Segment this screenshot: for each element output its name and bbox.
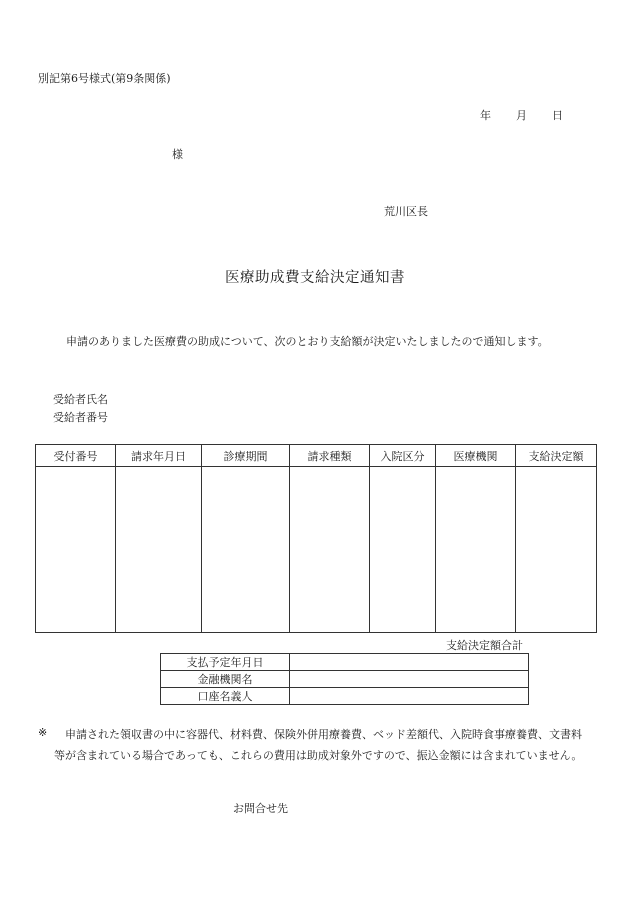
col-header-receipt-number: 受付番号 [36, 445, 116, 467]
payment-detail-table [35, 444, 597, 633]
table-cell [290, 467, 370, 633]
date-month: 月 [516, 109, 527, 122]
date-line [480, 107, 563, 123]
payment-info-table [160, 653, 529, 705]
table-cell [516, 467, 597, 633]
sender-name: 荒川区長 [384, 205, 428, 218]
bank-name-value [290, 671, 529, 688]
table-cell [436, 467, 516, 633]
table-cell [202, 467, 290, 633]
document-title: 医療助成費支給決定通知書 [225, 270, 405, 286]
col-header-claim-date: 請求年月日 [116, 445, 202, 467]
payment-row [161, 671, 529, 688]
col-header-treatment-period: 診療期間 [202, 445, 290, 467]
table-cell [370, 467, 436, 633]
recipient-name-label: 受給者氏名 [53, 393, 108, 406]
table-header-row [36, 445, 597, 467]
payment-date-value [290, 654, 529, 671]
col-header-claim-type: 請求種類 [290, 445, 370, 467]
note-mark: ※ [38, 726, 48, 739]
recipient-number-label: 受給者番号 [53, 411, 108, 424]
form-number: 別記第6号様式(第9条関係) [38, 72, 171, 85]
table-cell [36, 467, 116, 633]
col-header-decided-amount: 支給決定額 [516, 445, 597, 467]
date-year: 年 [480, 109, 491, 122]
date-day: 日 [552, 109, 563, 122]
note-text: 申請された領収書の中に容器代、材料費、保険外併用療養費、ベッド差額代、入院時食事療養費、文書料等が含まれている場合であっても、これらの費用は助成対象外ですので、振込金額には含まれていません。 [54, 728, 583, 762]
payment-row [161, 688, 529, 705]
payment-row [161, 654, 529, 671]
body-text: 申請のありました医療費の助成について、次のとおり支給額が決定いたしましたので通知します。 [66, 335, 549, 348]
col-header-medical-institution: 医療機関 [436, 445, 516, 467]
addressee-suffix: 様 [172, 148, 183, 161]
account-holder-value [290, 688, 529, 705]
col-header-inpatient-class: 入院区分 [370, 445, 436, 467]
account-holder-label: 口座名義人 [161, 688, 290, 705]
total-amount-label: 支給決定額合計 [446, 639, 523, 652]
table-cell [116, 467, 202, 633]
contact-label: お問合せ先 [233, 802, 288, 815]
table-row [36, 467, 597, 633]
bank-name-label: 金融機関名 [161, 671, 290, 688]
payment-date-label: 支払予定年月日 [161, 654, 290, 671]
